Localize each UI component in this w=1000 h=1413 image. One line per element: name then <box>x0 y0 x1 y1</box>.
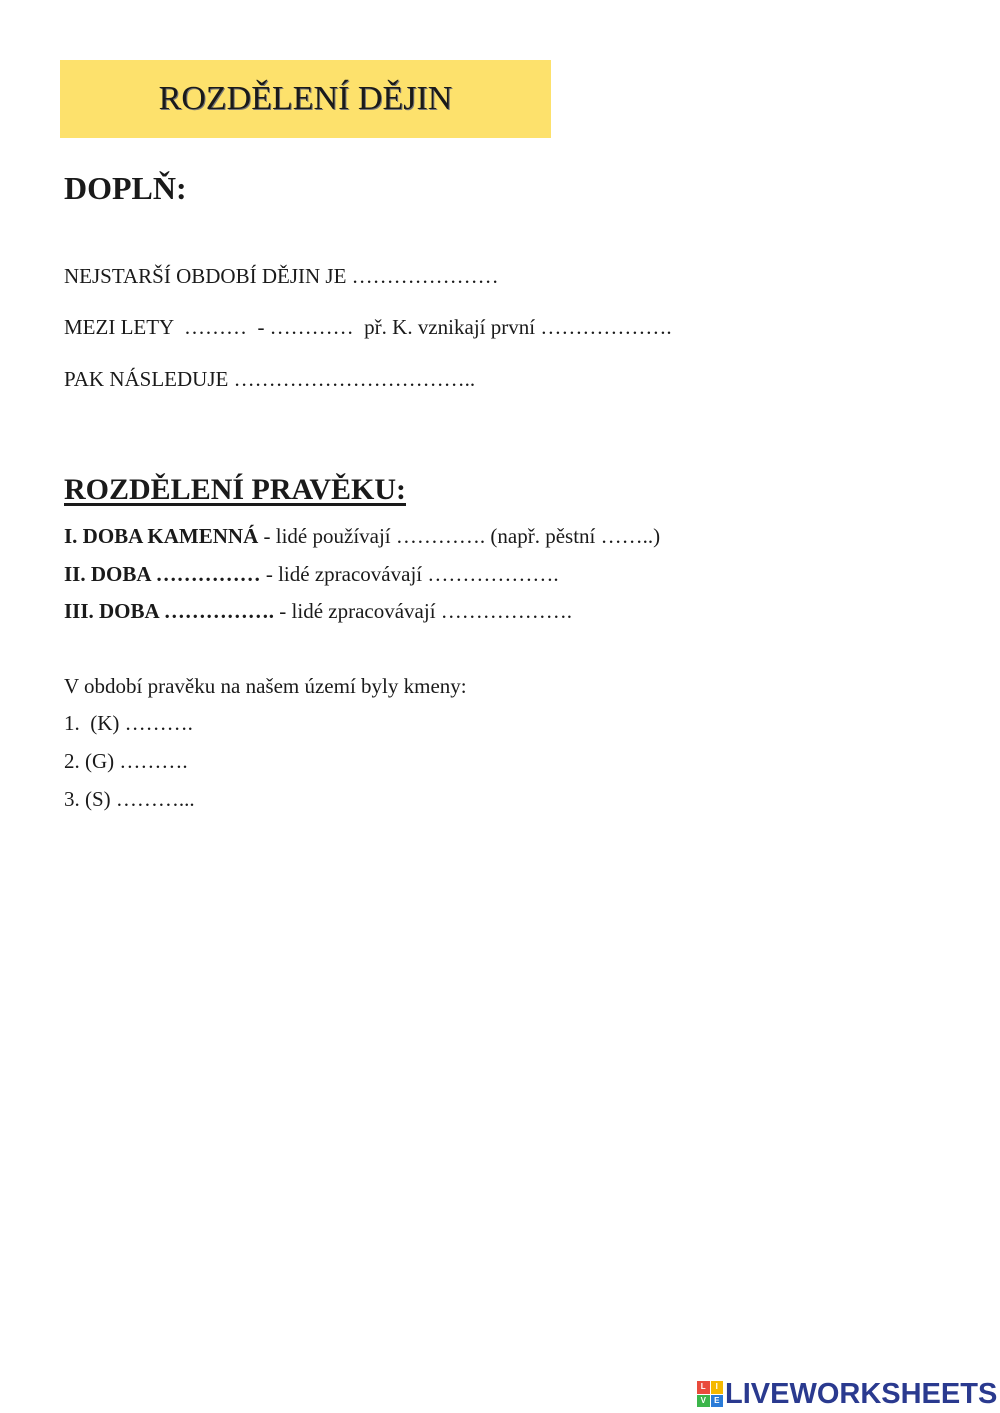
age-item-stone <box>64 524 660 549</box>
logo-mark-cell: I <box>711 1381 724 1394</box>
logo-mark-cell: V <box>697 1395 710 1408</box>
age-item-second <box>64 562 559 587</box>
section-heading-fill-in: DOPLŇ: <box>64 170 187 206</box>
age-item-label: II. DOBA …………… <box>64 562 261 586</box>
age-item-text: - lidé používají …………. (např. pěstní ……..) <box>258 524 661 548</box>
section-heading-prehistory: ROZDĚLENÍ PRAVĚKU: <box>64 473 406 506</box>
age-item-text: - lidé zpracovávají ………………. <box>274 599 573 623</box>
fill-line-3: PAK NÁSLEDUJE …………………………….. <box>64 367 476 391</box>
age-item-label: I. DOBA KAMENNÁ <box>64 524 259 548</box>
tribe-item-3: 3. (S) ………... <box>64 787 195 811</box>
fill-line-1: NEJSTARŠÍ OBDOBÍ DĚJIN JE ………………… <box>64 264 499 288</box>
liveworksheets-logo <box>697 1378 997 1410</box>
age-item-label: III. DOBA ……………. <box>64 599 275 623</box>
tribes-intro: V období pravěku na našem území byly kmeny: <box>64 674 467 698</box>
logo-mark-icon <box>697 1381 723 1407</box>
worksheet-title: ROZDĚLENÍ DĚJIN <box>158 80 453 117</box>
logo-text: LIVEWORKSHEETS <box>725 1377 998 1410</box>
tribe-item-1: 1. (K) ………. <box>64 711 193 735</box>
logo-mark-cell: L <box>697 1381 710 1394</box>
tribe-item-2: 2. (G) ………. <box>64 749 188 773</box>
age-item-third <box>64 599 572 624</box>
title-banner <box>60 60 551 138</box>
age-item-text: - lidé zpracovávají ………………. <box>260 562 559 586</box>
logo-mark-cell: E <box>711 1395 724 1408</box>
fill-line-2: MEZI LETY ……… - ………… př. K. vznikají první ………………. <box>64 315 672 339</box>
